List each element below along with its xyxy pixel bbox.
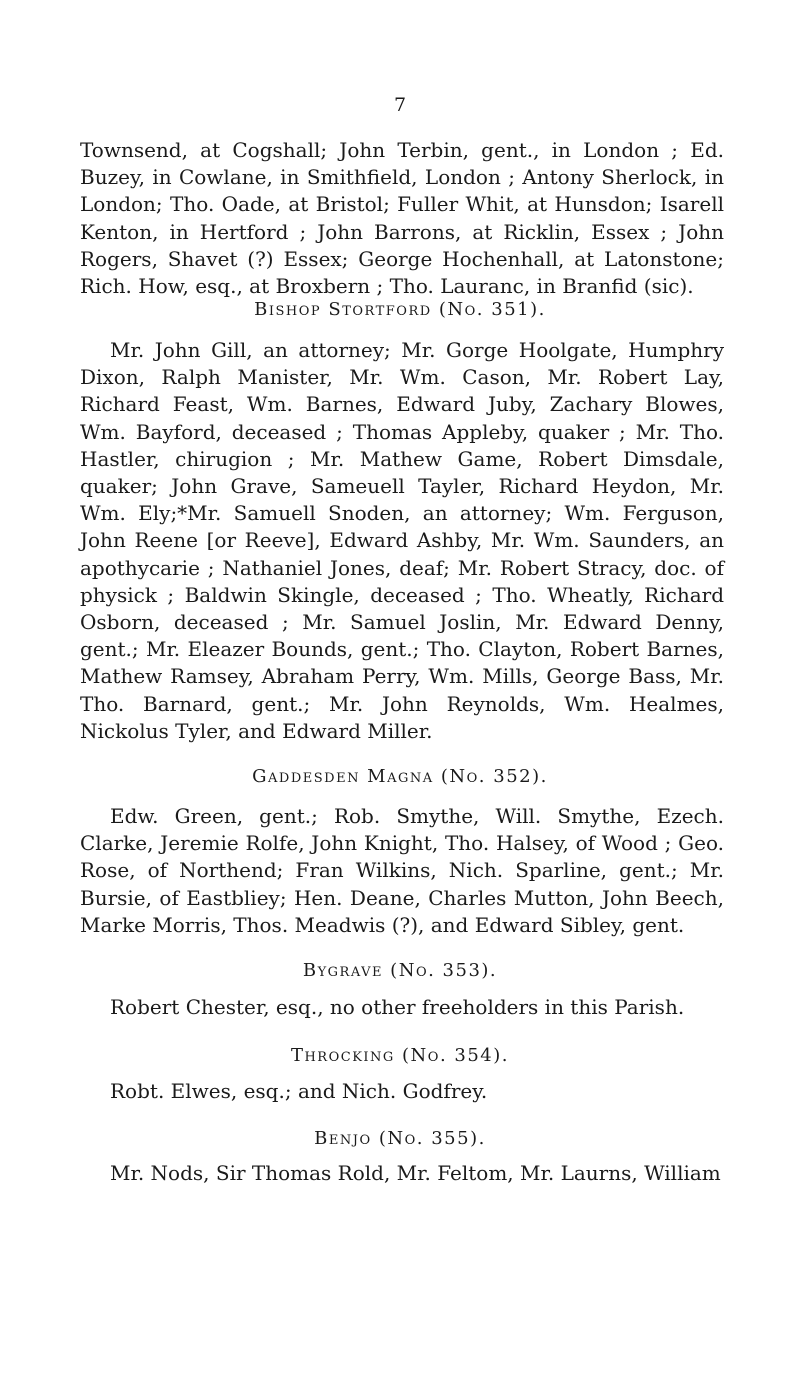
section-heading-bishop-stortford: Bishop Stortford (No. 351).	[254, 299, 546, 320]
section-body-bygrave: Robert Chester, esq., no other freeholders in this Parish.	[110, 995, 685, 1019]
section-body-throcking: Robt. Elwes, esq.; and Nich. Godfrey.	[110, 1079, 488, 1103]
section-body-bishop-stortford: Mr. John Gill, an attorney; Mr. Gorge Hoolgate, Humphry Dixon, Ralph Manister, Mr. Wm. Cason, Mr. Robert Lay, Richard Feast, Wm. Barnes, Edward Juby, Zachary Blowes, Wm. Bayford, deceased ; Thomas Appleby, quaker ; Mr. Tho. Hastler, chirugion ; Mr. Mathew Game, Robert Dimsdale, quaker; John Grave, Sameuell Tayler, Richard Heydon, Mr. Wm. Ely;*Mr. Samuell Snoden, an attorney; Wm. Ferguson, John Reene [or Reeve], Edward Ashby, Mr. Wm. Saunders, an apothycarie ; Nathaniel Jones, deaf; Mr. Robert Stracy, doc. of physick ; Baldwin Skingle, deceased ; Tho. Wheatly, Richard Osborn, deceased ; Mr. Samuel Joslin, Mr. Edward Denny, gent.; Mr. Eleazer Bounds, gent.; Tho. Clayton, Robert Barnes, Mathew Ramsey, Abraham Perry, Wm. Mills, George Bass, Mr. Tho. Barnard, gent.; Mr. John Reynolds, Wm. Healmes, Nickolus Tyler, and Edward Miller.	[80, 338, 724, 743]
section-heading-bygrave: Bygrave (No. 353).	[302, 960, 498, 981]
section-heading-benjo: Benjo (No. 355).	[314, 1128, 486, 1149]
section-heading-gaddesden-magna: Gaddesden Magna (No. 352).	[252, 766, 548, 787]
opening-paragraph: Townsend, at Cogshall; John Terbin, gent., in London ; Ed. Buzey, in Cowlane, in Smithfield, London ; Antony Sherlock, in London; Tho. Oade, at Bristol; Fuller Whit, at Hunsdon; Isarell Kenton, in Hertford ; John Barrons, at Ricklin, Essex ; John Rogers, Shavet (?) Essex; George Hochenhall, at Latonstone; Rich. How, esq., at Broxbern ; Tho. Lauranc, in Branfid (sic).	[80, 138, 724, 299]
page-number: 7	[393, 94, 407, 116]
section-heading-throcking: Throcking (No. 354).	[290, 1045, 510, 1066]
section-body-benjo: Mr. Nods, Sir Thomas Rold, Mr. Feltom, Mr. Laurns, William	[110, 1161, 721, 1185]
section-body-gaddesden-magna: Edw. Green, gent.; Rob. Smythe, Will. Smythe, Ezech. Clarke, Jeremie Rolfe, John Knight, Tho. Halsey, of Wood ; Geo. Rose, of Northend; Fran Wilkins, Nich. Sparline, gent.; Mr. Bursie, of Eastbliey; Hen. Deane, Charles Mutton, John Beech, Marke Morris, Thos. Meadwis (?), and Edward Sibley, gent.	[80, 804, 724, 937]
